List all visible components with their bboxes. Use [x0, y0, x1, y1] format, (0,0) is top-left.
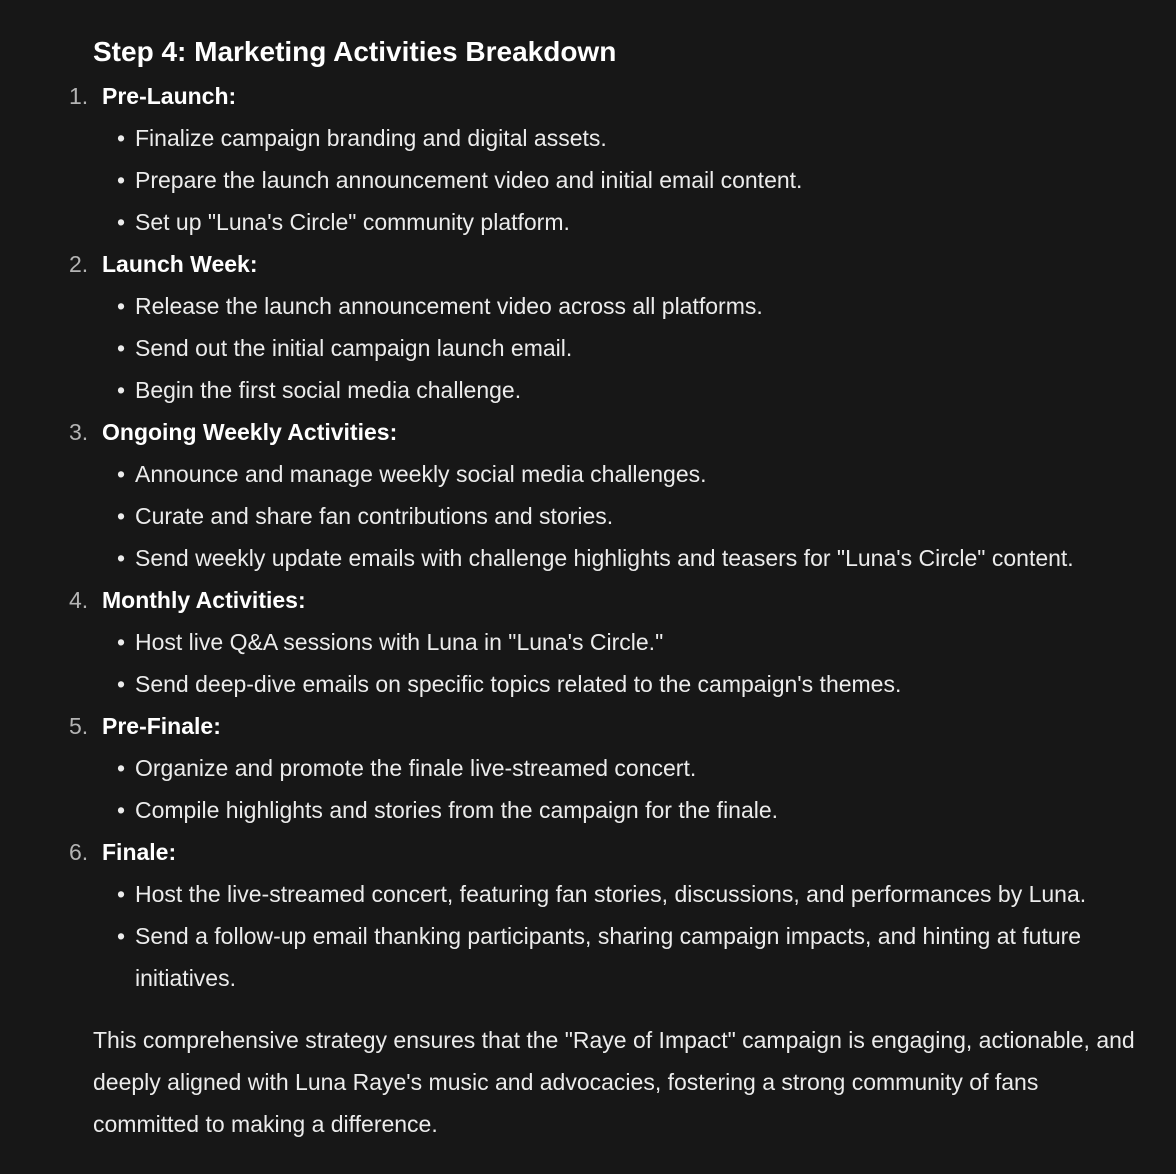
section-heading: Step 4: Marketing Activities Breakdown	[93, 36, 617, 67]
step-title: Monthly Activities:	[102, 587, 306, 613]
list-item-text: Host the live-streamed concert, featuring fan stories, discussions, and performances by Luna.	[135, 881, 1087, 907]
step-bullets	[93, 453, 1136, 579]
list-item	[117, 453, 1136, 495]
list-item	[117, 495, 1136, 537]
list-item	[117, 327, 1136, 369]
list-item	[117, 285, 1136, 327]
list-item-text: Organize and promote the finale live-streamed concert.	[135, 755, 697, 781]
step-number: 5.	[69, 713, 89, 739]
list-item	[117, 663, 1136, 705]
bullet-dot-icon: •	[117, 125, 126, 151]
step-bullets	[93, 873, 1136, 999]
bullet-dot-icon: •	[117, 377, 126, 403]
step-number: 3.	[69, 419, 89, 445]
list-item	[117, 117, 1136, 159]
list-item	[117, 201, 1136, 243]
step-title: Finale:	[102, 839, 177, 865]
list-item	[117, 873, 1136, 915]
list-item-text: Announce and manage weekly social media challenges.	[135, 461, 707, 487]
step-title: Pre-Launch:	[102, 83, 237, 109]
summary-paragraph: This comprehensive strategy ensures that the "Raye of Impact" campaign is engaging, actionable, and deeply aligned with Luna Raye's music and advocacies, fostering a strong community of fans committed to making a difference.	[93, 1027, 1135, 1137]
step-number: 2.	[69, 251, 89, 277]
step-bullets	[93, 621, 1136, 705]
step-item	[69, 411, 1136, 579]
bullet-dot-icon: •	[117, 629, 126, 655]
step-bullets	[93, 747, 1136, 831]
list-item-text: Send weekly update emails with challenge highlights and teasers for "Luna's Circle" content.	[135, 545, 1074, 571]
list-item-text: Send out the initial campaign launch email.	[135, 335, 573, 361]
steps-list	[69, 73, 1136, 999]
list-item	[117, 621, 1136, 663]
list-item-text: Curate and share fan contributions and stories.	[135, 503, 614, 529]
list-item	[117, 915, 1136, 999]
list-item-text: Begin the first social media challenge.	[135, 377, 522, 403]
step-bullets	[93, 285, 1136, 411]
list-item-text: Release the launch announcement video across all platforms.	[135, 293, 763, 319]
list-item-text: Send a follow-up email thanking participants, sharing campaign impacts, and hinting at future initiatives.	[135, 923, 1082, 991]
step-number: 6.	[69, 839, 89, 865]
list-item	[117, 789, 1136, 831]
step-item	[69, 75, 1136, 243]
list-item	[117, 369, 1136, 411]
step-item	[69, 579, 1136, 705]
bullet-dot-icon: •	[117, 209, 126, 235]
bullet-dot-icon: •	[117, 797, 126, 823]
step-bullets	[93, 117, 1136, 243]
step-item	[69, 831, 1136, 999]
list-item-text: Prepare the launch announcement video and initial email content.	[135, 167, 803, 193]
list-item-text: Send deep-dive emails on specific topics related to the campaign's themes.	[135, 671, 902, 697]
list-item	[117, 537, 1136, 579]
bullet-dot-icon: •	[117, 923, 126, 949]
bullet-dot-icon: •	[117, 167, 126, 193]
list-item-text: Host live Q&A sessions with Luna in "Luna's Circle."	[135, 629, 664, 655]
bullet-dot-icon: •	[117, 461, 126, 487]
step-item	[69, 243, 1136, 411]
step-title: Launch Week:	[102, 251, 258, 277]
list-item-text: Compile highlights and stories from the campaign for the finale.	[135, 797, 779, 823]
step-item	[69, 705, 1136, 831]
step-title: Pre-Finale:	[102, 713, 221, 739]
bullet-dot-icon: •	[117, 545, 126, 571]
list-item-text: Set up "Luna's Circle" community platform.	[135, 209, 570, 235]
step-number: 1.	[69, 83, 89, 109]
bullet-dot-icon: •	[117, 293, 126, 319]
list-item-text: Finalize campaign branding and digital assets.	[135, 125, 607, 151]
list-item	[117, 747, 1136, 789]
bullet-dot-icon: •	[117, 503, 126, 529]
bullet-dot-icon: •	[117, 671, 126, 697]
step-number: 4.	[69, 587, 89, 613]
list-item	[117, 159, 1136, 201]
bullet-dot-icon: •	[117, 755, 126, 781]
bullet-dot-icon: •	[117, 881, 126, 907]
bullet-dot-icon: •	[117, 335, 126, 361]
step-title: Ongoing Weekly Activities:	[102, 419, 398, 445]
